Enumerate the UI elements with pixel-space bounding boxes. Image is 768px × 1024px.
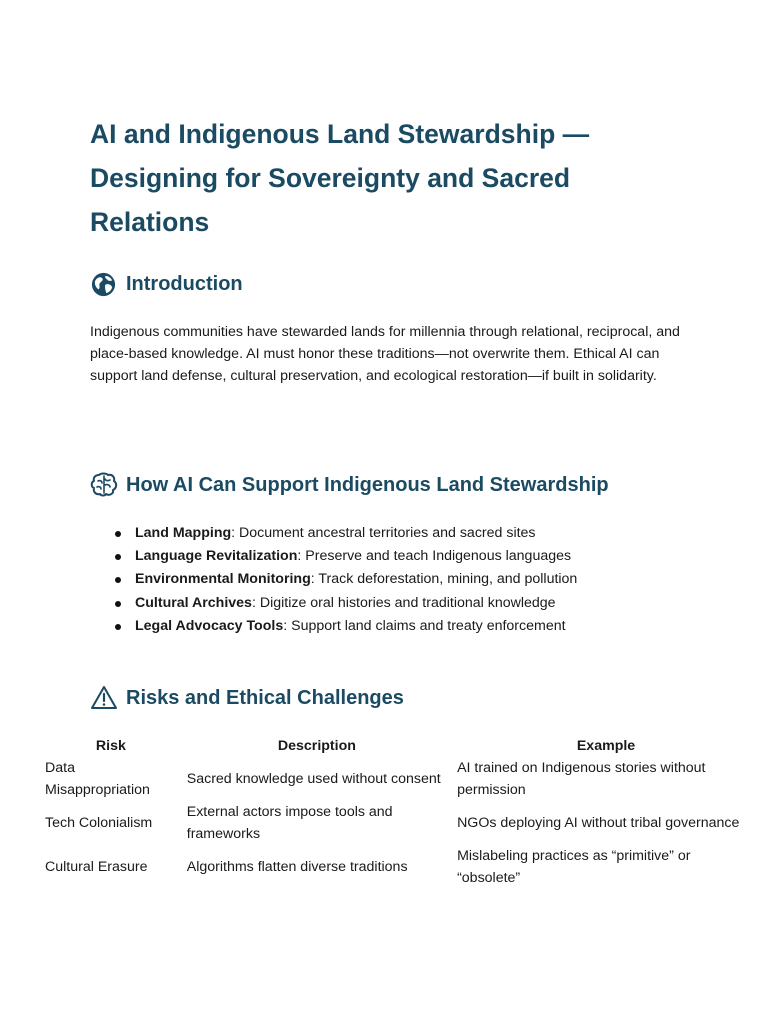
- column-header-description: Description: [277, 738, 356, 754]
- table-cell-risk: Tech Colonialism: [45, 815, 153, 831]
- column-header-risk: Risk: [95, 738, 126, 754]
- list-item-desc: : Digitize oral histories and traditional knowledge: [251, 594, 556, 611]
- table-cell-risk: Cultural Erasure: [45, 859, 148, 875]
- list-item: [90, 522, 577, 545]
- list-item: [90, 545, 577, 568]
- list-item-term: Cultural Archives: [135, 594, 252, 611]
- table-cell-example: Mislabeling practices as “primitive” or “obsolete”: [457, 848, 691, 886]
- page-title: AI and Indigenous Land Stewardship — Designing for Sovereignty and Sacred Relations: [90, 119, 590, 237]
- table-row: [40, 801, 760, 845]
- list-item-desc: : Track deforestation, mining, and pollution: [310, 571, 578, 588]
- warning-icon: [90, 684, 120, 712]
- list-item-desc: : Document ancestral territories and sacred sites: [231, 525, 536, 541]
- section-heading-label: Risks and Ethical Challenges: [126, 687, 404, 709]
- column-header-example: Example: [576, 738, 636, 754]
- brain-icon: [90, 471, 120, 499]
- table-cell-description: External actors impose tools and frameworks: [186, 804, 393, 842]
- section-heading-risks: [90, 684, 404, 712]
- table-header-row: [40, 735, 760, 757]
- list-item-desc: : Preserve and teach Indigenous languages: [297, 548, 572, 565]
- list-item-term: Language Revitalization: [135, 548, 298, 565]
- table-cell-risk: Data Misappropriation: [45, 760, 150, 798]
- list-item: [90, 615, 577, 638]
- risks-table: [40, 735, 760, 889]
- list-item-desc: : Support land claims and treaty enforcement: [283, 617, 566, 634]
- table-row: [40, 845, 760, 889]
- section-heading-support: [90, 471, 609, 499]
- list-item-term: Land Mapping: [135, 525, 232, 541]
- list-item-term: Legal Advocacy Tools: [135, 617, 284, 634]
- list-item: [90, 568, 577, 591]
- table-row: [40, 757, 760, 801]
- table-cell-example: AI trained on Indigenous stories without permission: [457, 760, 706, 798]
- section-heading-label: Introduction: [126, 273, 243, 295]
- table-cell-example: NGOs deploying AI without tribal governance: [457, 815, 740, 831]
- globe-icon: [90, 270, 120, 298]
- introduction-paragraph: Indigenous communities have stewarded lands for millennia through relational, reciprocal, and place-based knowledge. AI must honor these traditions—not overwrite them. Ethical AI can support land defense, cultural preservation, and ecological restoration—if built in solidarity.: [90, 324, 680, 384]
- section-heading-label: How AI Can Support Indigenous Land Stewardship: [126, 474, 609, 496]
- section-heading-introduction: [90, 270, 243, 298]
- table-cell-description: Algorithms flatten diverse traditions: [186, 859, 408, 875]
- list-item-term: Environmental Monitoring: [135, 571, 311, 588]
- support-list: [90, 522, 577, 638]
- list-item: [90, 592, 577, 615]
- table-cell-description: Sacred knowledge used without consent: [186, 771, 441, 787]
